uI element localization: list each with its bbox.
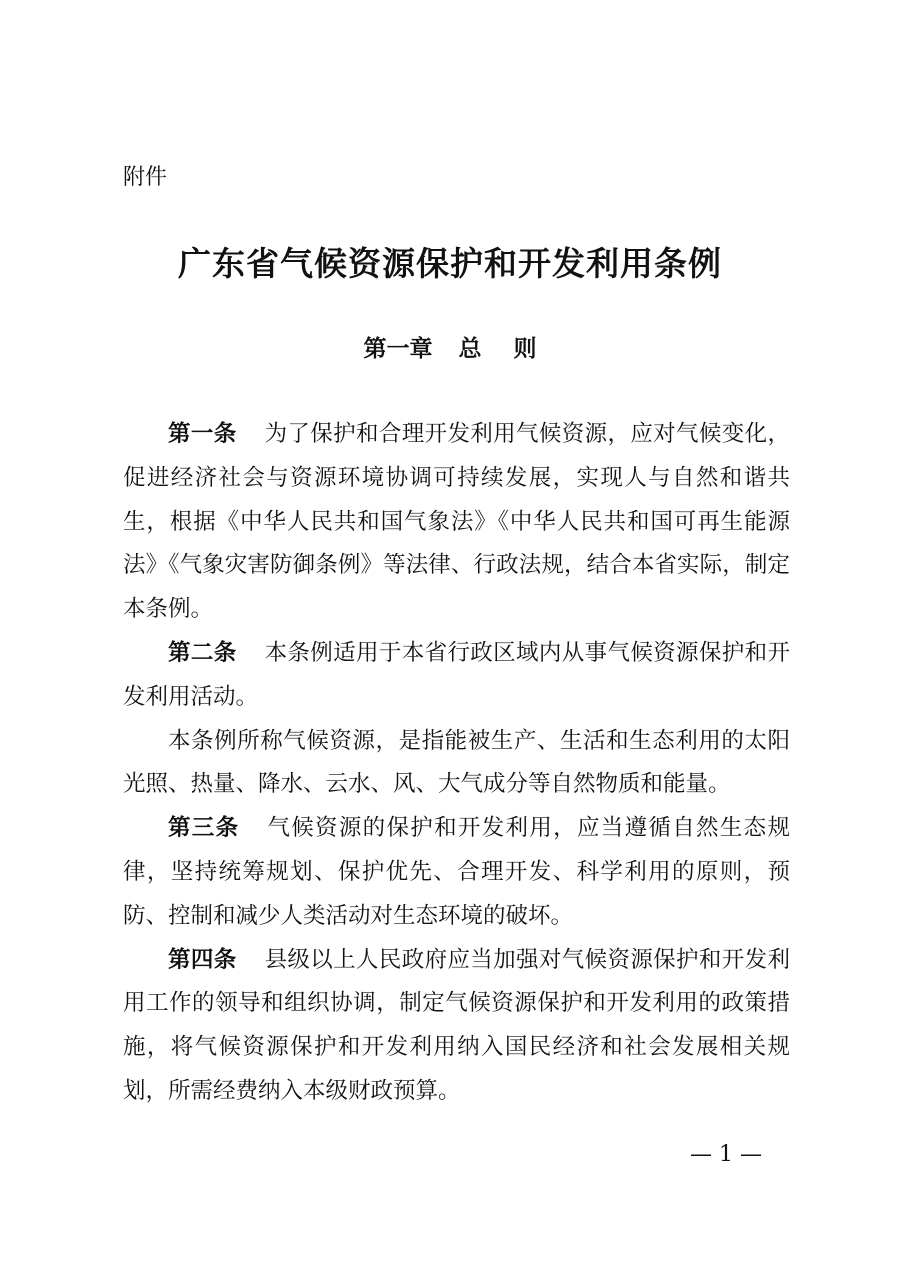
article-text: 气候资源的保护和开发利用，应当遵循自然生态规律，坚持统筹规划、保护优先、合理开发、科学利用的原则，预防、控制和减少人类活动对生态环境的破坏。 — [123, 815, 790, 929]
article-paragraph — [123, 939, 790, 1114]
article-paragraph — [123, 632, 790, 720]
article-label: 第三条 — [168, 815, 240, 842]
chapter-heading — [0, 330, 900, 363]
article-label: 第二条 — [168, 639, 237, 666]
article-text: 本条例所称气候资源，是指能被生产、生活和生态利用的太阳光照、热量、降水、云水、风、大气成分等自然物质和能量。 — [123, 727, 790, 798]
article-label: 第四条 — [168, 946, 237, 973]
article-text: 为了保护和合理开发利用气候资源，应对气候变化，促进经济社会与资源环境协调可持续发展，实现人与自然和谐共生，根据《中华人民共和国气象法》《中华人民共和国可再生能源法》《气象灾害防御条例》等法律、行政法规，结合本省实际，制定本条例。 — [123, 421, 790, 623]
article-text: 县级以上人民政府应当加强对气候资源保护和开发利用工作的领导和组织协调，制定气候资源保护和开发利用的政策措施，将气候资源保护和开发利用纳入国民经济和社会发展相关规划，所需经费纳入本级财政预算。 — [123, 946, 790, 1104]
chapter-name-1: 总 — [458, 336, 482, 362]
document-body — [123, 413, 790, 1114]
document-title: 广东省气候资源保护和开发利用条例 — [178, 244, 722, 283]
page-number: — 1 — — [690, 1142, 762, 1167]
article-paragraph — [123, 807, 790, 938]
article-paragraph — [123, 413, 790, 632]
attachment-label: 附件 — [123, 165, 168, 190]
article-text: 本条例适用于本省行政区域内从事气候资源保护和开发利用活动。 — [123, 639, 790, 710]
article-label: 第一条 — [168, 421, 237, 447]
chapter-name-2: 则 — [513, 336, 537, 362]
chapter-number: 第一章 — [363, 336, 433, 362]
article-paragraph — [123, 720, 790, 808]
